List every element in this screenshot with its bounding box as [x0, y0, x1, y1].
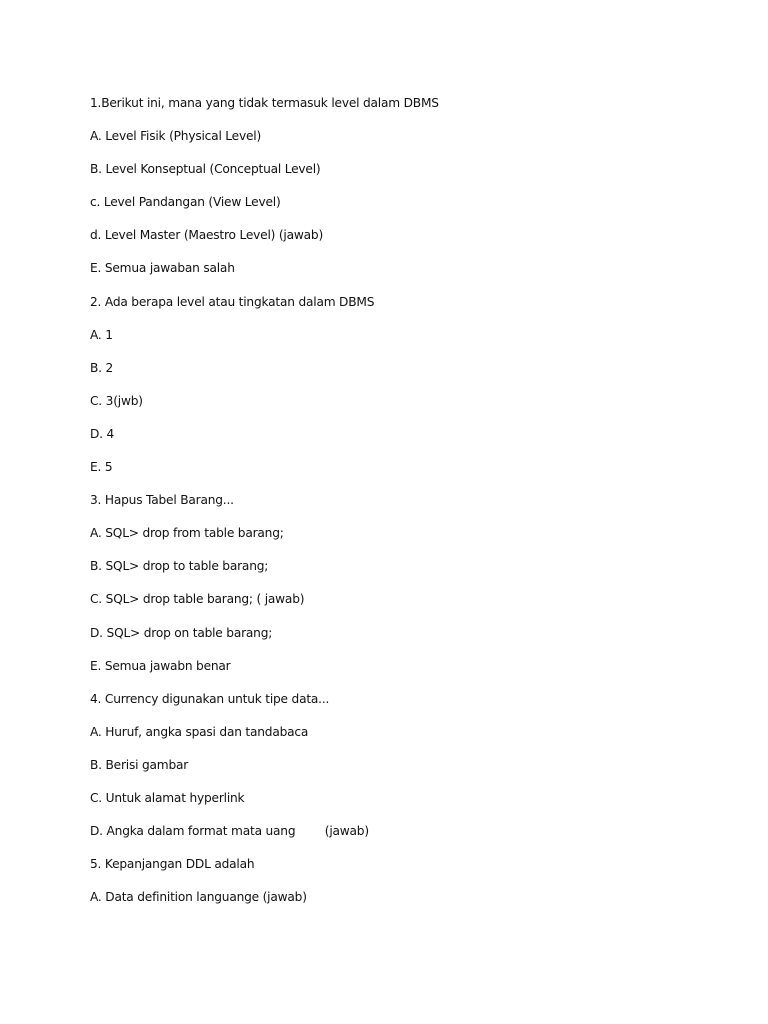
question-4-text: 4. Currency digunakan untuk tipe data...: [90, 691, 330, 706]
question-3-option-c: C. SQL> drop table barang; ( jawab): [90, 592, 305, 607]
question-4-option-b: B. Berisi gambar: [90, 757, 189, 772]
question-4-option-c: C. Untuk alamat hyperlink: [90, 790, 245, 805]
question-2-text: 2. Ada berapa level atau tingkatan dalam DBMS: [90, 294, 375, 309]
question-1-option-b: B. Level Konseptual (Conceptual Level): [90, 162, 321, 177]
question-2-option-c: C. 3(jwb): [90, 393, 143, 408]
question-4-option-d: D. Angka dalam format mata uang (jawab): [90, 824, 369, 839]
question-3-text: 3. Hapus Tabel Barang...: [90, 493, 234, 508]
question-4-option-a: A. Huruf, angka spasi dan tandabaca: [90, 724, 309, 739]
question-3-option-b: B. SQL> drop to table barang;: [90, 559, 269, 574]
question-1-option-c: c. Level Pandangan (View Level): [90, 195, 281, 210]
question-2-option-a: A. 1: [90, 327, 113, 342]
question-1-option-d: d. Level Master (Maestro Level) (jawab): [90, 228, 323, 243]
question-3-option-a: A. SQL> drop from table barang;: [90, 526, 284, 541]
question-1-option-e: E. Semua jawaban salah: [90, 261, 235, 276]
question-3-option-d: D. SQL> drop on table barang;: [90, 625, 273, 640]
document-content: [90, 94, 730, 921]
question-1-option-a: A. Level Fisik (Physical Level): [90, 129, 262, 144]
question-5-text: 5. Kepanjangan DDL adalah: [90, 857, 255, 872]
question-2-option-e: E. 5: [90, 460, 113, 475]
question-2-option-d: D. 4: [90, 426, 115, 441]
question-5-option-a: A. Data definition languange (jawab): [90, 890, 307, 905]
question-2-option-b: B. 2: [90, 360, 114, 375]
question-3-option-e: E. Semua jawabn benar: [90, 658, 231, 673]
question-1-text: 1.Berikut ini, mana yang tidak termasuk level dalam DBMS: [90, 96, 439, 110]
